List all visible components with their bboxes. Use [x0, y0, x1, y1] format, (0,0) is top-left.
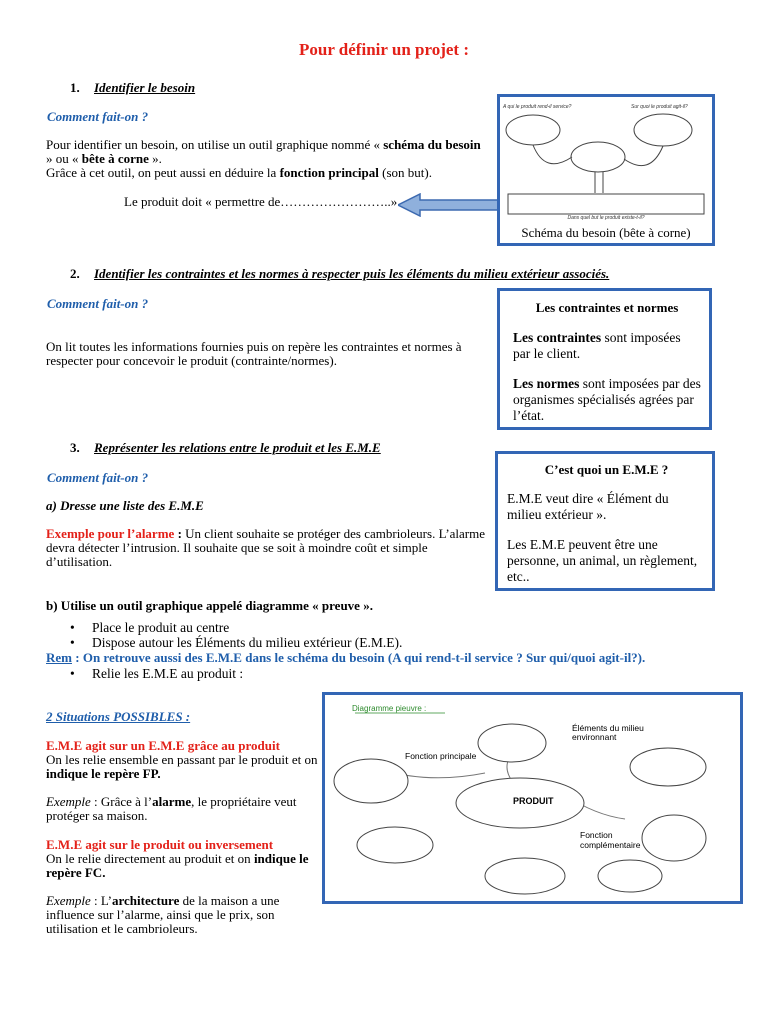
situation-2 — [46, 838, 326, 936]
ex-text: : Grâce à l’ — [90, 794, 153, 809]
situation-2-title: E.M.E agit sur le produit ou inversement — [46, 837, 274, 852]
section3-heading — [70, 440, 381, 456]
goal-rectangle — [508, 194, 704, 214]
remark — [46, 650, 756, 666]
page-title: Pour définir un projet : — [298, 40, 469, 59]
eme-ellipse-top — [478, 724, 546, 762]
norms-bold: Les normes — [513, 376, 580, 391]
ex-bold: alarme — [152, 794, 192, 809]
label-fc: Fonction complémentaire — [580, 830, 641, 850]
constraints-rest: sont imposées par le client. — [513, 330, 681, 361]
situation-1-title: E.M.E agit sur un E.M.E grâce au produit — [46, 738, 280, 753]
eme-ellipse-left — [334, 759, 408, 803]
product-sentence: Le produit doit « permettre de……………………..» — [124, 194, 398, 209]
steps-list-2 — [46, 666, 446, 681]
example-label: Exemple — [46, 794, 91, 809]
constraints-bold: Les contraintes — [513, 330, 602, 345]
sub-a-heading: a) Dresse une liste des E.M.E — [46, 498, 204, 513]
left-horn-ellipse — [506, 115, 560, 145]
example-text: Un client souhaite se protéger des cambrioleurs. L’alarme devra détecter l’intrusion. Il souhaite que se soit à moindre coût et simple d’utilisation. — [46, 526, 486, 569]
eme-ellipse-bottom-left — [357, 827, 433, 863]
left-arrow-icon — [398, 193, 510, 217]
eme-ellipse-bottom-right-2 — [598, 860, 662, 892]
eme-box — [495, 451, 715, 591]
diagram-caption: Schéma du besoin (bête à corne) — [521, 225, 691, 240]
section1-comment: Comment fait-on ? — [47, 109, 149, 124]
eme-ellipse-bottom — [485, 858, 565, 894]
label-fp: Fonction principale — [405, 751, 477, 761]
ex-text: : L’ — [90, 893, 112, 908]
s2-text-b: indique le repère FC. — [46, 851, 309, 880]
situation-1 — [46, 739, 326, 823]
question-right: Sur quoi le produit agit-il? — [631, 104, 688, 110]
eme-examples: Les E.M.E peuvent être une personne, un animal, un règlement, etc.. — [507, 537, 698, 584]
section3-comment: Comment fait-on ? — [47, 470, 149, 485]
constraints-box — [497, 288, 712, 430]
s1-bold: fonction principal — [279, 165, 379, 180]
sub-b-heading: b) Utilise un outil graphique appelé diagramme « preuve ». — [46, 598, 373, 613]
eme-ellipse-right — [630, 748, 706, 786]
remark-label: Rem — [46, 650, 72, 665]
s1-text: Pour identifier un besoin, on utilise un outil graphique nommé « — [46, 137, 384, 152]
list-item: • Dispose autour les Éléments du milieu extérieur (E.M.E). — [46, 635, 706, 650]
alarm-example — [46, 527, 486, 569]
s1-text: Grâce à cet outil, on peut aussi en déduire la — [46, 165, 280, 180]
bete-a-corne-diagram — [500, 97, 712, 243]
ex-text: , le propriétaire veut protéger sa maison. — [46, 794, 297, 823]
situation-2-text — [46, 852, 326, 880]
s1-text: » ou « — [46, 151, 82, 166]
remark-text: : On retrouve aussi des E.M.E dans le schéma du besoin (A qui rend-t-il service ? Sur qui/quoi agit-il?). — [72, 650, 646, 665]
section2-comment: Comment fait-on ? — [47, 296, 149, 311]
label-product: PRODUIT — [513, 796, 554, 806]
product-ellipse — [571, 142, 625, 172]
right-horn-ellipse — [634, 114, 692, 146]
s1-bold: bête à corne — [81, 151, 149, 166]
question-left: A qui le produit rend-il service? — [503, 104, 572, 110]
situation-2-example — [46, 894, 326, 936]
pieuvre-box — [322, 692, 743, 904]
section1-number: 1. — [70, 80, 80, 95]
section1-heading-text: Identifier le besoin — [94, 80, 196, 95]
bete-a-corne-box — [497, 94, 715, 246]
section2-paragraph: On lit toutes les informations fournies puis on repère les contraintes et normes à respecter pour concevoir le produit (contrainte/normes). — [46, 339, 462, 368]
eme-definition: E.M.E veut dire « Élément du milieu extérieur ». — [507, 491, 669, 522]
section2-number: 2. — [70, 266, 80, 281]
s1-text-b: indique le repère FP. — [46, 766, 161, 781]
constraints-box-title: Les contraintes et normes — [535, 300, 679, 315]
steps-list — [46, 620, 706, 650]
section1-paragraph — [46, 138, 486, 180]
section3-number: 3. — [70, 440, 80, 455]
norms-text — [513, 376, 701, 424]
question-bottom: Dans quel but le produit existe-t-il? — [567, 215, 645, 221]
situation-1-example — [46, 795, 326, 823]
s1-bold: schéma du besoin — [383, 137, 481, 152]
ex-text: de la maison a une influence sur l’alarme, ainsi que le prix, son utilisation et le cambrioleurs. — [46, 893, 280, 936]
pieuvre-title: Diagramme pieuvre : — [352, 704, 427, 713]
situation-1-text — [46, 753, 326, 781]
section1-heading — [70, 80, 195, 96]
example-colon: : — [174, 526, 186, 541]
norms-rest: sont imposées par des organismes spécialisés agrées par l’état. — [513, 376, 701, 423]
example-label: Exemple — [46, 893, 91, 908]
constraints-text — [513, 330, 701, 362]
eme-box-title: C’est quoi un E.M.E ? — [544, 462, 669, 477]
s1-text: (son but). — [378, 165, 432, 180]
s1-text-a: On les relie ensemble en passant par le produit et on — [46, 752, 318, 767]
list-item: • Place le produit au centre — [46, 620, 706, 635]
section3-heading-text: Représenter les relations entre le produit et les E.M.E — [94, 440, 381, 455]
example-label: Exemple pour l’alarme — [46, 526, 175, 541]
s2-text-a: On le relie directement au produit et on — [46, 851, 254, 866]
section2-heading-text: Identifier les contraintes et les normes à respecter puis les éléments du milieu extérieur associés. — [94, 266, 610, 281]
situations-heading: 2 Situations POSSIBLES : — [46, 709, 191, 724]
label-environment: Éléments du milieu environnant — [572, 723, 644, 742]
ex-bold: architecture — [111, 893, 180, 908]
section2-heading — [70, 266, 609, 282]
list-item: • Relie les E.M.E au produit : — [46, 666, 446, 681]
s1-text: ». — [148, 151, 162, 166]
